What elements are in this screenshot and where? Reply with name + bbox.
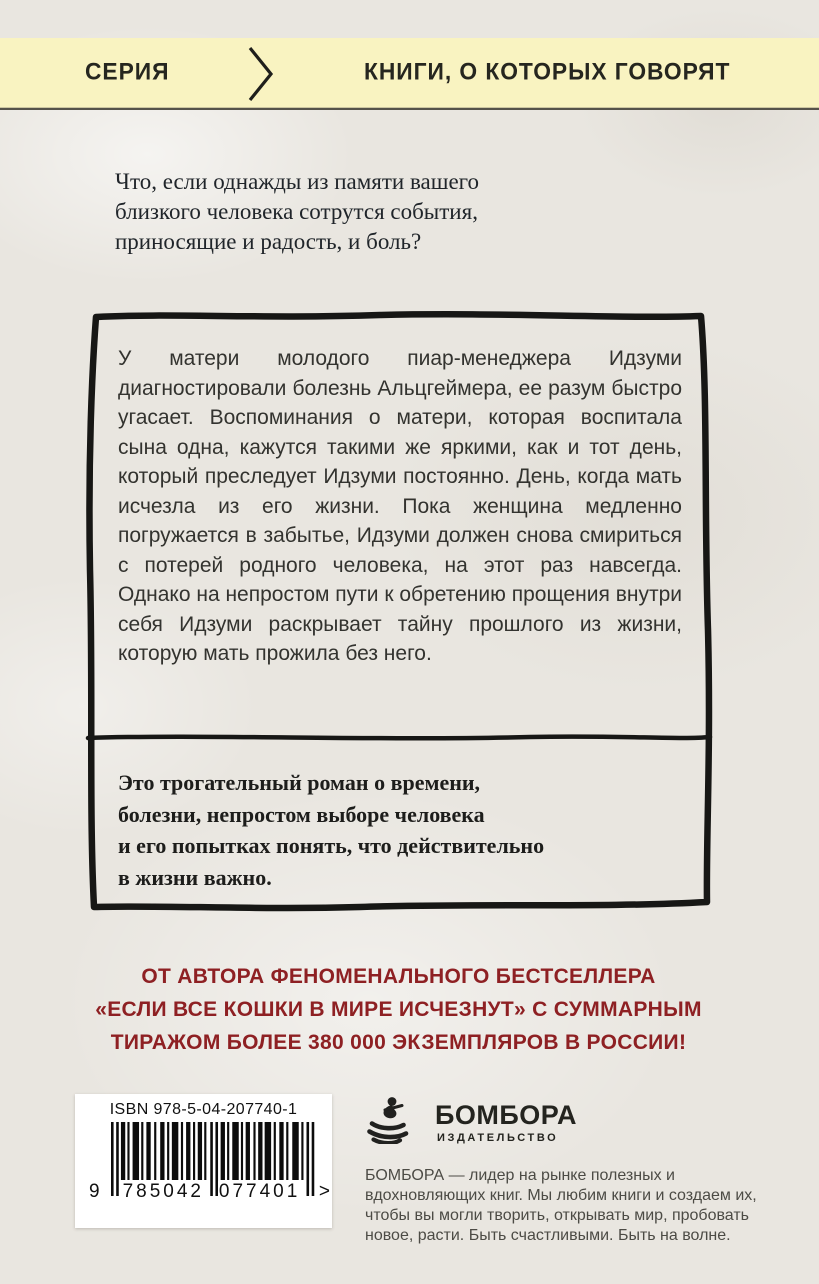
tagline: [115, 167, 695, 257]
promo-line: ОТ АВТОРА ФЕНОМЕНАЛЬНОГО БЕСТСЕЛЛЕРА: [141, 965, 656, 988]
publisher-block: [365, 1094, 785, 1246]
isbn-block: [75, 1094, 332, 1228]
annotation-box: [80, 310, 717, 916]
series-label: СЕРИЯ: [85, 58, 170, 86]
tagline-line: Что, если однажды из памяти вашего: [115, 169, 480, 194]
series-name: КНИГИ, О КОТОРЫХ ГОВОРЯТ: [364, 58, 731, 86]
highlight-text: [118, 767, 698, 893]
isbn-label: ISBN 978-5-04-207740-1: [109, 1101, 298, 1118]
chevron-right-icon: [248, 46, 274, 107]
promo-line: «ЕСЛИ ВСЕ КОШКИ В МИРЕ ИСЧЕЗНУТ» С СУММАРНЫМ: [95, 998, 702, 1021]
series-banner: [0, 38, 819, 110]
surfer-waves-logo-icon: [365, 1096, 411, 1149]
highlight-line: болезни, непростом выборе человека: [118, 801, 485, 827]
publisher-description: БОМБОРА — лидер на рынке полезных и вдохновляющих книг. Мы любим книги и создаем их, чтобы вы могли творить, открывать мир, пробовать новое, расти. Быть счастливыми. Быть на волне.: [365, 1167, 757, 1244]
barcode-digit-left: 9: [89, 1181, 100, 1202]
barcode: [89, 1122, 330, 1202]
publisher-type: ИЗДАТЕЛЬСТВО: [437, 1132, 559, 1144]
synopsis-text: У матери молодого пиар-менеджера Идзуми диагностировали болезнь Альцгеймера, ее разум быстро угасает. Воспоминания о матери, которая воспитала сына одна, кажутся такими же яркими, как и тот день, который преследует Идзуми постоянно. День, когда мать исчезла из его жизни. Пока женщина медленно погружается в забытье, Идзуми должен снова смириться с потерей родного человека, на этот раз навсегда. Однако на непростом пути к обретению прощения внутри себя Идзуми раскрывает тайну прошлого из жизни, которую мать прожила без него.: [118, 347, 682, 665]
publisher-name: БОМБОРА: [435, 1100, 577, 1130]
tagline-line: приносящие и радость, и боль?: [115, 229, 422, 254]
barcode-digits-group1: 785042: [122, 1181, 204, 1202]
promo-text: [80, 960, 717, 1059]
barcode-digits-group2: 077401: [218, 1181, 301, 1202]
highlight-line: и его попытках понять, что действительно: [118, 833, 545, 858]
promo-line: ТИРАЖОМ БОЛЕЕ 380 000 ЭКЗЕМПЛЯРОВ В РОССИИ!: [110, 1031, 687, 1054]
tagline-line: близкого человека сотрутся события,: [115, 199, 478, 224]
barcode-suffix: >: [318, 1181, 330, 1202]
highlight-line: в жизни важно.: [118, 864, 272, 890]
publisher-logo: [365, 1094, 785, 1146]
highlight-line: Это трогательный роман о времени,: [118, 770, 481, 795]
